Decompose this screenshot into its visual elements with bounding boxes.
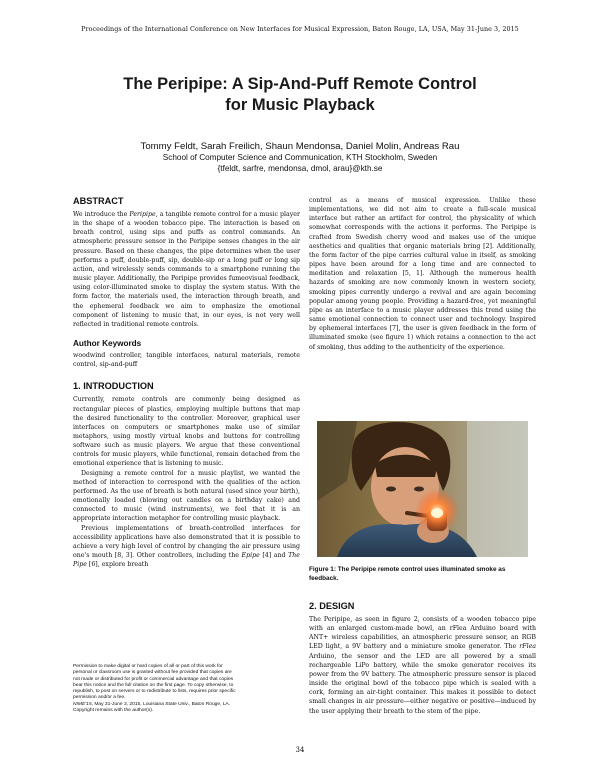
design-paragraph-1: The Peripipe, as seen in figure 2, consists of a wooden tobacco pipe with an enlarged custom-made bowl, an rFlea Arduino board with ANT+ wireless capabilities, an atmospheric pressure sensor, an RGB LED light, a 9V battery and a miniature smoke generator. The rFlea Arduino, the sensor and the LED are all powered by a small rechargeable LiPo battery, while the smoke generator receives its power from the 9V battery. The atmospheric pressure sensor is placed inside the original bowl of the tobacco pipe which is sealed with a cork, forming an air-tight container. This makes it possible to detect small changes in air pressure—either negative or positive—induced by the user applying their breath to the stem of the pipe. <box>309 616 536 715</box>
intro-paragraph-3: Previous implementations of breath-controlled interfaces for accessibility applications have also demonstrated that it is possible to achieve a very high level of control by changing the air pressure using one's mouth [8, 3]. Other controllers, including the Epipe [4] and The Pipe [6], explore breath <box>73 524 300 569</box>
conference-info: NIME'15, May 31-June 3, 2015, Louisiana State Univ., Baton Rouge, LA. <box>73 701 231 707</box>
title-line-2: for Music Playback <box>225 96 375 114</box>
figure-1-caption: Figure 1: The Peripipe remote control uses illuminated smoke as feedback. <box>309 566 506 582</box>
author-emails: {tfeldt, sarfre, mendonsa, dmol, arau}@kth.se <box>217 164 383 173</box>
abstract-text: We introduce the Peripipe, a tangible remote control for a music player in the shape of a wooden tobacco pipe. The interaction is based on breath control, using sips and puffs as control commands. An atmospheric pressure sensor in the Peripipe senses changes in the air pressure. Based on these changes, the pipe determines when the user performs a puff, double-puff, sip, double-sip or a long puff or long sip action, and wirelessly sends commands to a smartphone running the music player. Additionally, the Peripipe provides fumeovisual feedback, using color-illuminated smoke to display the system status. With the form factor, the materials used, the interaction through breath, and the ephemeral feedback we aim to emphasize the emotional component of listening to music that, in our eyes, is not very well reflected in traditional remote controls. <box>73 211 300 328</box>
design-section <box>309 601 536 716</box>
introduction-heading: 1. INTRODUCTION <box>73 381 154 392</box>
peripipe-photo-illustration <box>317 421 528 557</box>
left-column <box>73 196 300 569</box>
affiliation: School of Computer Science and Communication, KTH Stockholm, Sweden <box>162 153 438 162</box>
intro-continuation: control as a means of musical expression. Unlike these implementations, we did not aim to create a full-scale musical interface but rather an artifact for control, the physicality of which somewhat corresponds with the actions it performs. The Peripipe is crafted from Swedish cherry wood and makes use of the unique aesthetics and qualities that organic materials bring [2]. Additionally, the form factor of the pipe carries cultural value in itself, as smoking pipes have been around for a long time and are connected to meditation and relaxation [5, 1]. Although the numerous health hazards of smoking are now commonly known in western society, smoking pipes currently undergo a revival and are again becoming popular among young people. Providing a hazard-free, yet meaningful pipe as an interface to a music player addresses this trend using the same emotional connection to connect user and technology. Inspired by ephemeral interfaces [7], the user is given feedback in the form of illuminated smoke (see figure 1) which retains a connection to the act of smoking, thus adding to the authenticity of the experience. <box>309 197 536 351</box>
paper-title <box>60 74 540 116</box>
proceedings-header: Proceedings of the International Conference on New Interfaces for Musical Expression, Baton Rouge, LA, USA, May 31-June 3, 2015 <box>81 25 519 33</box>
permission-line: republish, to post on servers or to redistribute to lists, requires prior specific <box>73 689 236 695</box>
page-number: 34 <box>295 746 305 754</box>
author-list: Tommy Feldt, Sarah Freilich, Shaun Mendonsa, Daniel Molin, Andreas Rau <box>140 141 460 152</box>
figure-1-photo <box>317 421 528 557</box>
permission-line: not made or distributed for profit or commercial advantage and that copies <box>73 676 234 682</box>
keywords-text: woodwind controller, tangible interfaces, natural materials, remote control, sip-and-puff <box>73 352 300 369</box>
permission-line: permission and/or a fee. <box>73 695 126 701</box>
permission-notice <box>73 664 300 714</box>
copyright-line: Copyright remains with the author(s). <box>73 708 154 714</box>
permission-line: bear this notice and the full citation on the first page. To copy otherwise, to <box>73 682 234 688</box>
permission-line: Permission to make digital or hard copies of all or part of this work for <box>73 664 223 669</box>
intro-paragraph-1: Currently, remote controls are commonly being designed as rectangular pieces of plastics, employing multiple buttons that map the desired functionality to the controller. Moreover, graphical user interfaces on computers or smartphones make use of similar metaphors, using mostly virtual knobs and buttons for controlling software such as music players. We argue that these conventional controls for music players, while functional, remain detached from the emotional experience that is listening to music. <box>73 396 300 468</box>
intro-paragraph-2: Designing a remote control for a music playlist, we wanted the method of interaction to correspond with the qualities of the action performed. As the use of breath is both natural (used since your birth), emotionally loaded (blowing out candles on a birthday cake) and connected to music (wind instruments), we feel that it is an appropriate interaction metaphor for controlling music playback. <box>73 469 300 523</box>
abstract-heading: ABSTRACT <box>73 196 124 206</box>
title-line-1: The Peripipe: A Sip-And-Puff Remote Control <box>123 75 477 93</box>
design-heading: 2. DESIGN <box>309 601 355 611</box>
keywords-heading: Author Keywords <box>73 339 142 349</box>
permission-line: personal or classroom use is granted without fee provided that copies are <box>73 670 232 676</box>
right-column-top <box>309 196 536 352</box>
